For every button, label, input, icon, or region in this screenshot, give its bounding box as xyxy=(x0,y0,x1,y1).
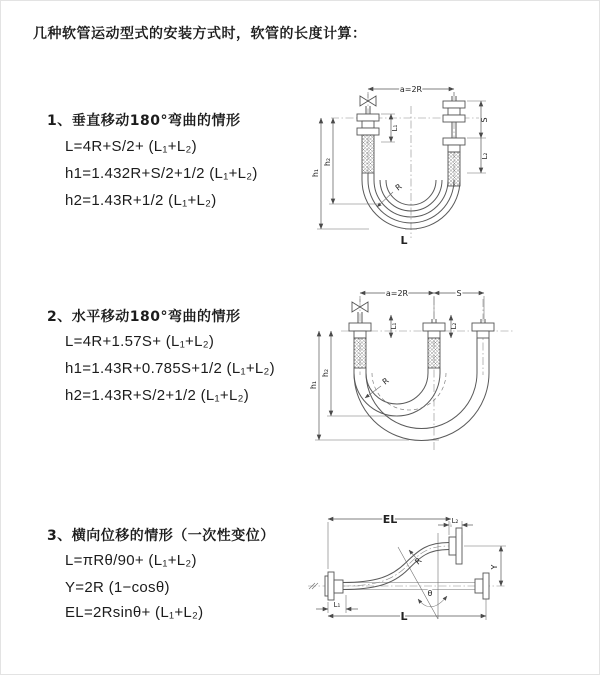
dimension-a2r xyxy=(368,85,454,98)
dimension-el xyxy=(328,513,451,569)
dim-l2-label: L₂ xyxy=(481,152,489,160)
section-2-formula-h2: h2=1.43R+S/2+1/2 (L₁+L₂) xyxy=(65,387,250,404)
radius-label: R xyxy=(380,376,391,387)
diagram-lateral-displacement xyxy=(304,503,554,648)
section-3-formula-EL: EL=2Rsinθ+ (L₁+L₂) xyxy=(65,604,204,621)
dim-h1-label: h₁ xyxy=(311,168,320,178)
dim-l2-label: L₂ xyxy=(450,322,458,330)
dim-el-label: EL xyxy=(382,513,398,526)
section-2-heading: 2、水平移动180°弯曲的情形 xyxy=(47,309,241,325)
dim-h2-label: h₂ xyxy=(321,368,330,378)
dim-h1-label: h₁ xyxy=(309,380,318,390)
left-flange xyxy=(325,572,343,600)
angle-construction xyxy=(398,533,447,619)
upper-flange xyxy=(449,528,462,564)
center-connection xyxy=(423,319,445,368)
diagram-vertical-movement xyxy=(311,76,551,256)
left-connection xyxy=(357,106,379,173)
dim-l-label: L xyxy=(400,610,408,623)
radius-label: R xyxy=(393,182,404,193)
dim-h2-label: h₂ xyxy=(323,157,332,167)
dim-l2-label: L₂ xyxy=(451,517,459,525)
diagram-horizontal-movement xyxy=(309,283,600,463)
dimension-a2r xyxy=(360,289,434,298)
braided-hose-section xyxy=(354,338,366,368)
braided-hose-section xyxy=(362,135,374,173)
dimension-l2 xyxy=(467,138,489,173)
section-1-formula-h1: h1=1.432R+S/2+1/2 (L₁+L₂) xyxy=(65,165,258,182)
hose-u-curves xyxy=(354,338,489,441)
dim-s-label: S xyxy=(456,289,462,298)
dim-l1-label: L₁ xyxy=(333,601,341,609)
section-1-heading: 1、垂直移动180°弯曲的情形 xyxy=(47,113,241,129)
section-2-formula-h1: h1=1.43R+0.785S+1/2 (L₁+L₂) xyxy=(65,360,275,377)
section-3-formula-L: L=πRθ/90+ (L₁+L₂) xyxy=(65,552,197,569)
right-connection xyxy=(443,96,465,186)
section-1-formula-L: L=4R+S/2+ (L₁+L₂) xyxy=(65,138,197,155)
section-2-formula-L: L=4R+1.57S+ (L₁+L₂) xyxy=(65,333,215,350)
dimension-s xyxy=(360,289,484,319)
braided-hose-section xyxy=(428,338,440,368)
section-1-formula-h2: h2=1.43R+1/2 (L₁+L₂) xyxy=(65,192,217,209)
right-connection xyxy=(472,319,494,338)
dim-y-label: Y xyxy=(490,564,499,570)
section-3-heading: 3、横向位移的情形（一次性变位） xyxy=(47,528,275,544)
dimension-l1 xyxy=(316,595,358,613)
dim-l1-label: L₁ xyxy=(390,322,398,330)
dim-s-label: S xyxy=(480,117,489,123)
section-3-formula-Y: Y=2R (1−cosθ) xyxy=(65,579,170,596)
dimension-l1 xyxy=(390,315,398,338)
length-label: L xyxy=(400,234,408,247)
dimension-l2 xyxy=(450,315,458,338)
right-flange xyxy=(475,573,489,599)
dim-l1-label: L₁ xyxy=(391,124,399,132)
angle-label: θ xyxy=(427,589,433,598)
page-title: 几种软管运动型式的安装方式时，软管的长度计算： xyxy=(33,26,367,42)
dimension-l xyxy=(328,599,486,623)
dimension-l2 xyxy=(438,517,473,535)
dim-a2r-label: a=2R xyxy=(385,289,409,298)
dim-a2r-label: a=2R xyxy=(399,85,423,94)
dimension-s xyxy=(467,101,489,138)
radius-label: R xyxy=(413,556,424,567)
